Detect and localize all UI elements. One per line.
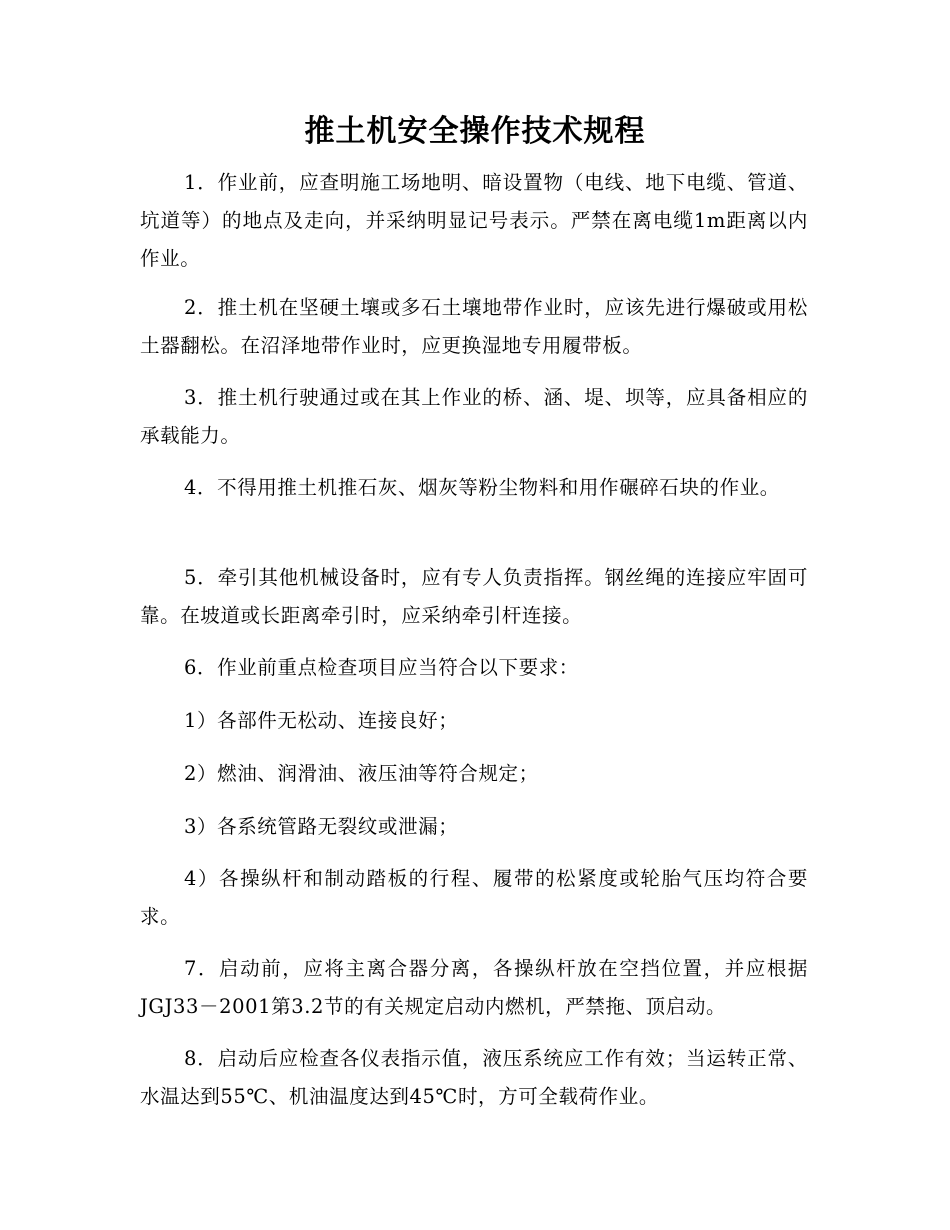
list-item-2: 2）燃油、润滑油、液压油等符合规定； [184, 762, 539, 785]
paragraph-4: 4．不得用推土机推石灰、烟灰等粉尘物料和用作碾碎石块的作业。 [184, 476, 780, 499]
paragraph-7: 7．启动前，应将主离合器分离，各操纵杆放在空挡位置，并应根据JGJ33－2001第3.2节的有关规定启动内燃机，严禁拖、顶启动。 [140, 957, 808, 1018]
paragraph-3: 3．推土机行驶通过或在其上作业的桥、涵、堤、坝等，应具备相应的承载能力。 [140, 386, 808, 447]
list-item-1: 1）各部件无松动、连接良好； [184, 709, 459, 732]
paragraph-2: 2．推土机在坚硬土壤或多石土壤地带作业时，应该先进行爆破或用松土器翻松。在沼泽地带作业时，应更换湿地专用履带板。 [140, 296, 808, 357]
paragraph-1: 1．作业前，应查明施工场地明、暗设置物（电线、地下电缆、管道、坑道等）的地点及走向，并采纳明显记号表示。严禁在离电缆1m距离以内作业。 [140, 171, 808, 270]
document-title: 推土机安全操作技术规程 [304, 114, 646, 149]
paragraph-5: 5．牵引其他机械设备时，应有专人负责指挥。钢丝绳的连接应牢固可靠。在坡道或长距离牵引时，应采纳牵引杆连接。 [140, 566, 808, 627]
list-item-4: 4）各操纵杆和制动踏板的行程、履带的松紧度或轮胎气压均符合要求。 [140, 867, 808, 928]
paragraph-6: 6．作业前重点检查项目应当符合以下要求： [184, 656, 579, 679]
list-item-3: 3）各系统管路无裂纹或泄漏； [184, 815, 459, 838]
paragraph-8: 8．启动后应检查各仪表指示值，液压系统应工作有效；当运转正常、水温达到55℃、机油温度达到45℃时，方可全载荷作业。 [140, 1047, 808, 1108]
